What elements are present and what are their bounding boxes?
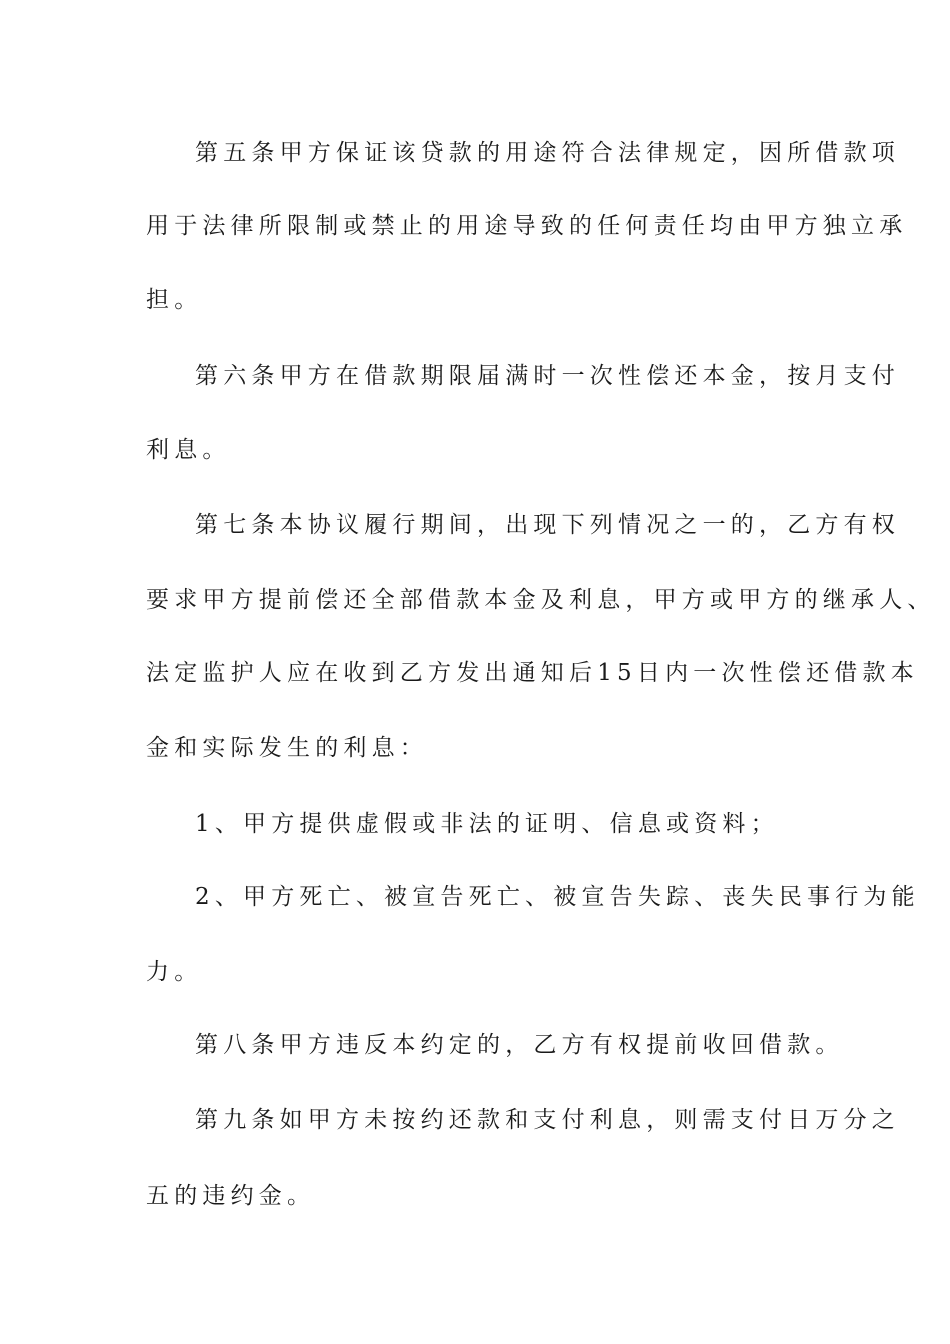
article-8-line-1: 第八条甲方违反本约定的，乙方有权提前收回借款。 — [195, 1032, 844, 1058]
article-5-line-2: 用于法律所限制或禁止的用途导致的任何责任均由甲方独立承 — [146, 213, 908, 239]
article-7-line-4: 金和实际发生的利息： — [146, 735, 428, 761]
article-7-line-2: 要求甲方提前偿还全部借款本金及利息，甲方或甲方的继承人、 — [146, 587, 936, 613]
article-7-line-3: 法定监护人应在收到乙方发出通知后15日内一次性偿还借款本 — [146, 660, 919, 686]
article-5-line-1: 第五条甲方保证该贷款的用途符合法律规定，因所借款项 — [195, 140, 900, 166]
clause-2-line-2: 力。 — [146, 959, 203, 985]
article-6-line-2: 利息。 — [146, 437, 231, 463]
article-9-line-1: 第九条如甲方未按约还款和支付利息，则需支付日万分之 — [195, 1107, 900, 1133]
article-6-line-1: 第六条甲方在借款期限届满时一次性偿还本金，按月支付 — [195, 363, 900, 389]
clause-1-line-1: 1、甲方提供虚假或非法的证明、信息或资料； — [195, 811, 779, 837]
clause-2-line-1: 2、甲方死亡、被宣告死亡、被宣告失踪、丧失民事行为能 — [195, 884, 920, 910]
article-9-line-2: 五的违约金。 — [146, 1183, 316, 1209]
article-7-line-1: 第七条本协议履行期间，出现下列情况之一的，乙方有权 — [195, 512, 900, 538]
article-5-line-3: 担。 — [146, 287, 203, 313]
